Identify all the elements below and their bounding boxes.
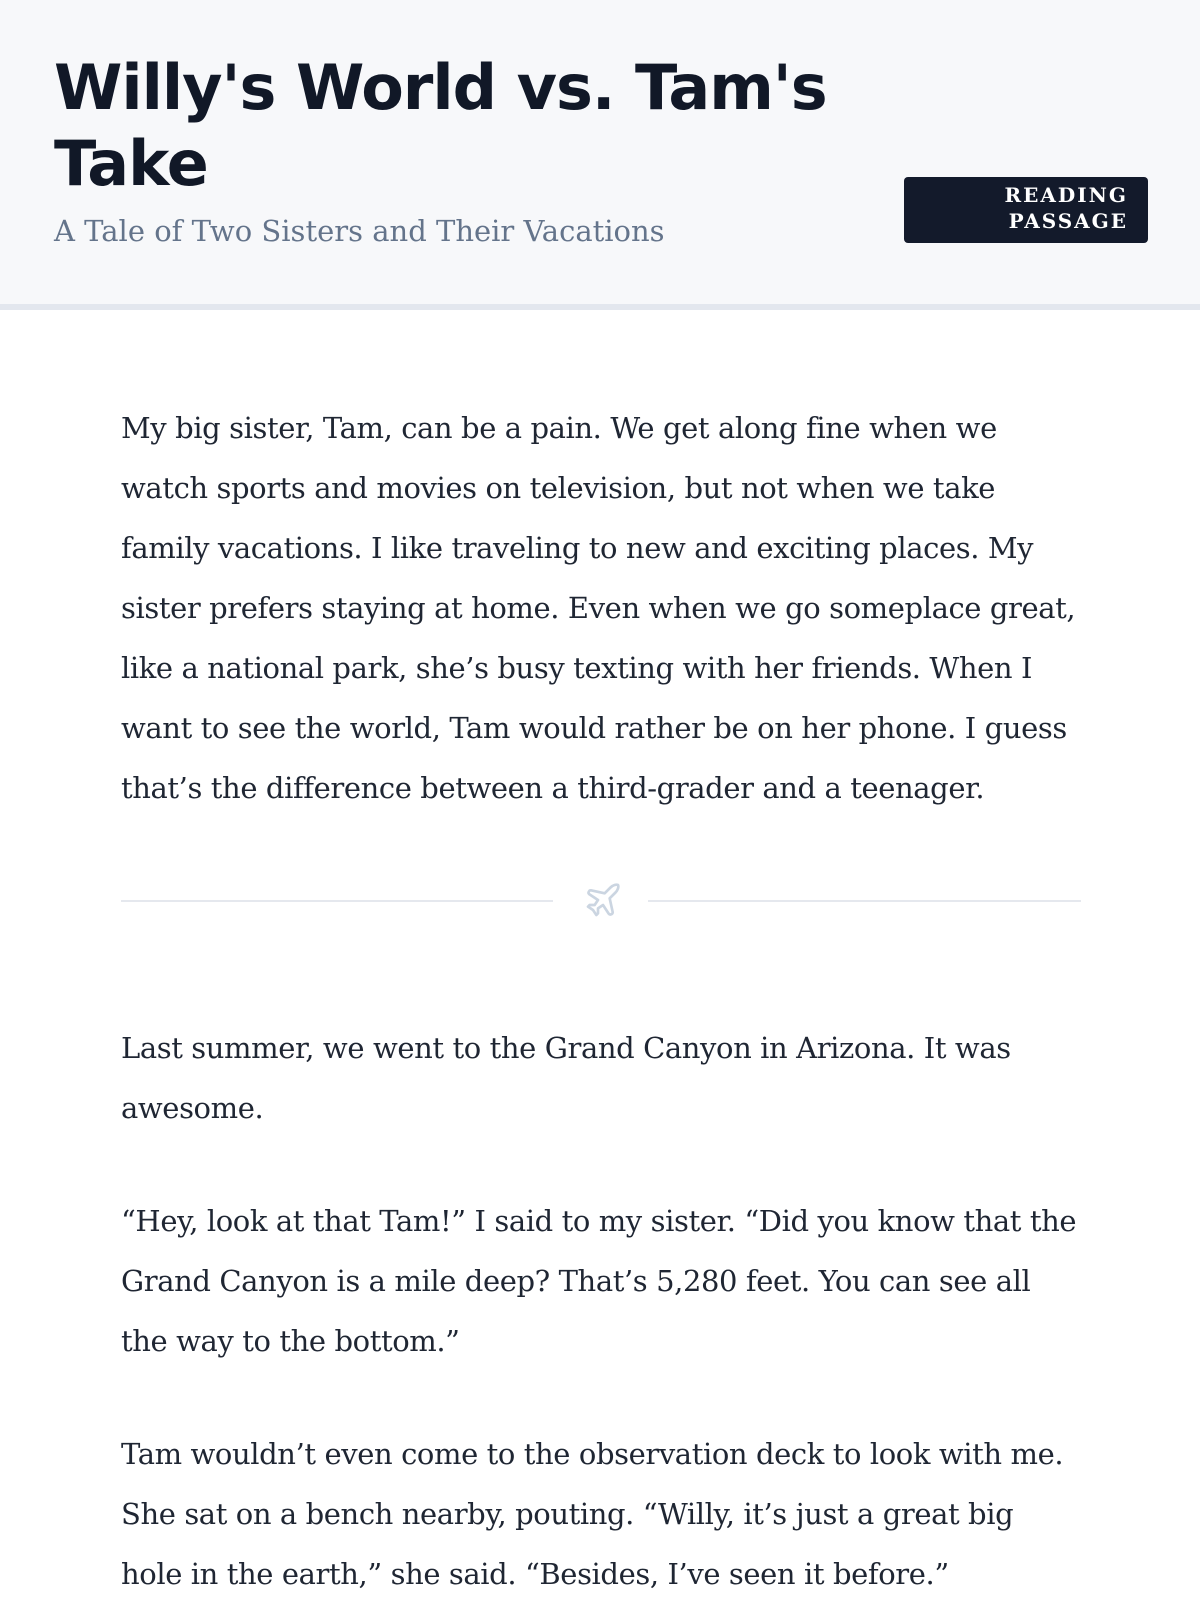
passage-paragraph: Last summer, we went to the Grand Canyon in Arizona. It was awesome. [121,1031,1011,1125]
page-title: Willy's World vs. Tam's Take [54,51,827,200]
divider-line-right [648,900,1081,902]
page-header [0,0,1200,310]
divider-line-left [121,900,553,902]
passage-paragraph: My big sister, Tam, can be a pain. We get along fine when we watch sports and movies on television, but not when we take family vacations. I like traveling to new and exciting places. My sister prefers staying at home. Even when we go someplace great, like a national park, she’s busy texting with her friends. When I want to see the world, Tam would rather be on her phone. I guess that’s the difference between a third-grader and a teenager. [121,411,1076,805]
reading-passage-badge: READING PASSAGE [904,177,1148,243]
passage-paragraph: Tam wouldn’t even come to the observation deck to look with me. She sat on a bench nearby, pouting. “Willy, it’s just a great big hole in the earth,” she said. “Besides, I’ve seen it before.” [121,1437,1064,1591]
airplane-icon [583,880,623,920]
section-divider [121,880,1081,920]
passage-paragraph: “Hey, look at that Tam!” I said to my sister. “Did you know that the Grand Canyon is a mile deep? That’s 5,280 feet. You can see all the way to the bottom.” [121,1204,1077,1358]
page-subtitle: A Tale of Two Sisters and Their Vacations [54,214,665,248]
